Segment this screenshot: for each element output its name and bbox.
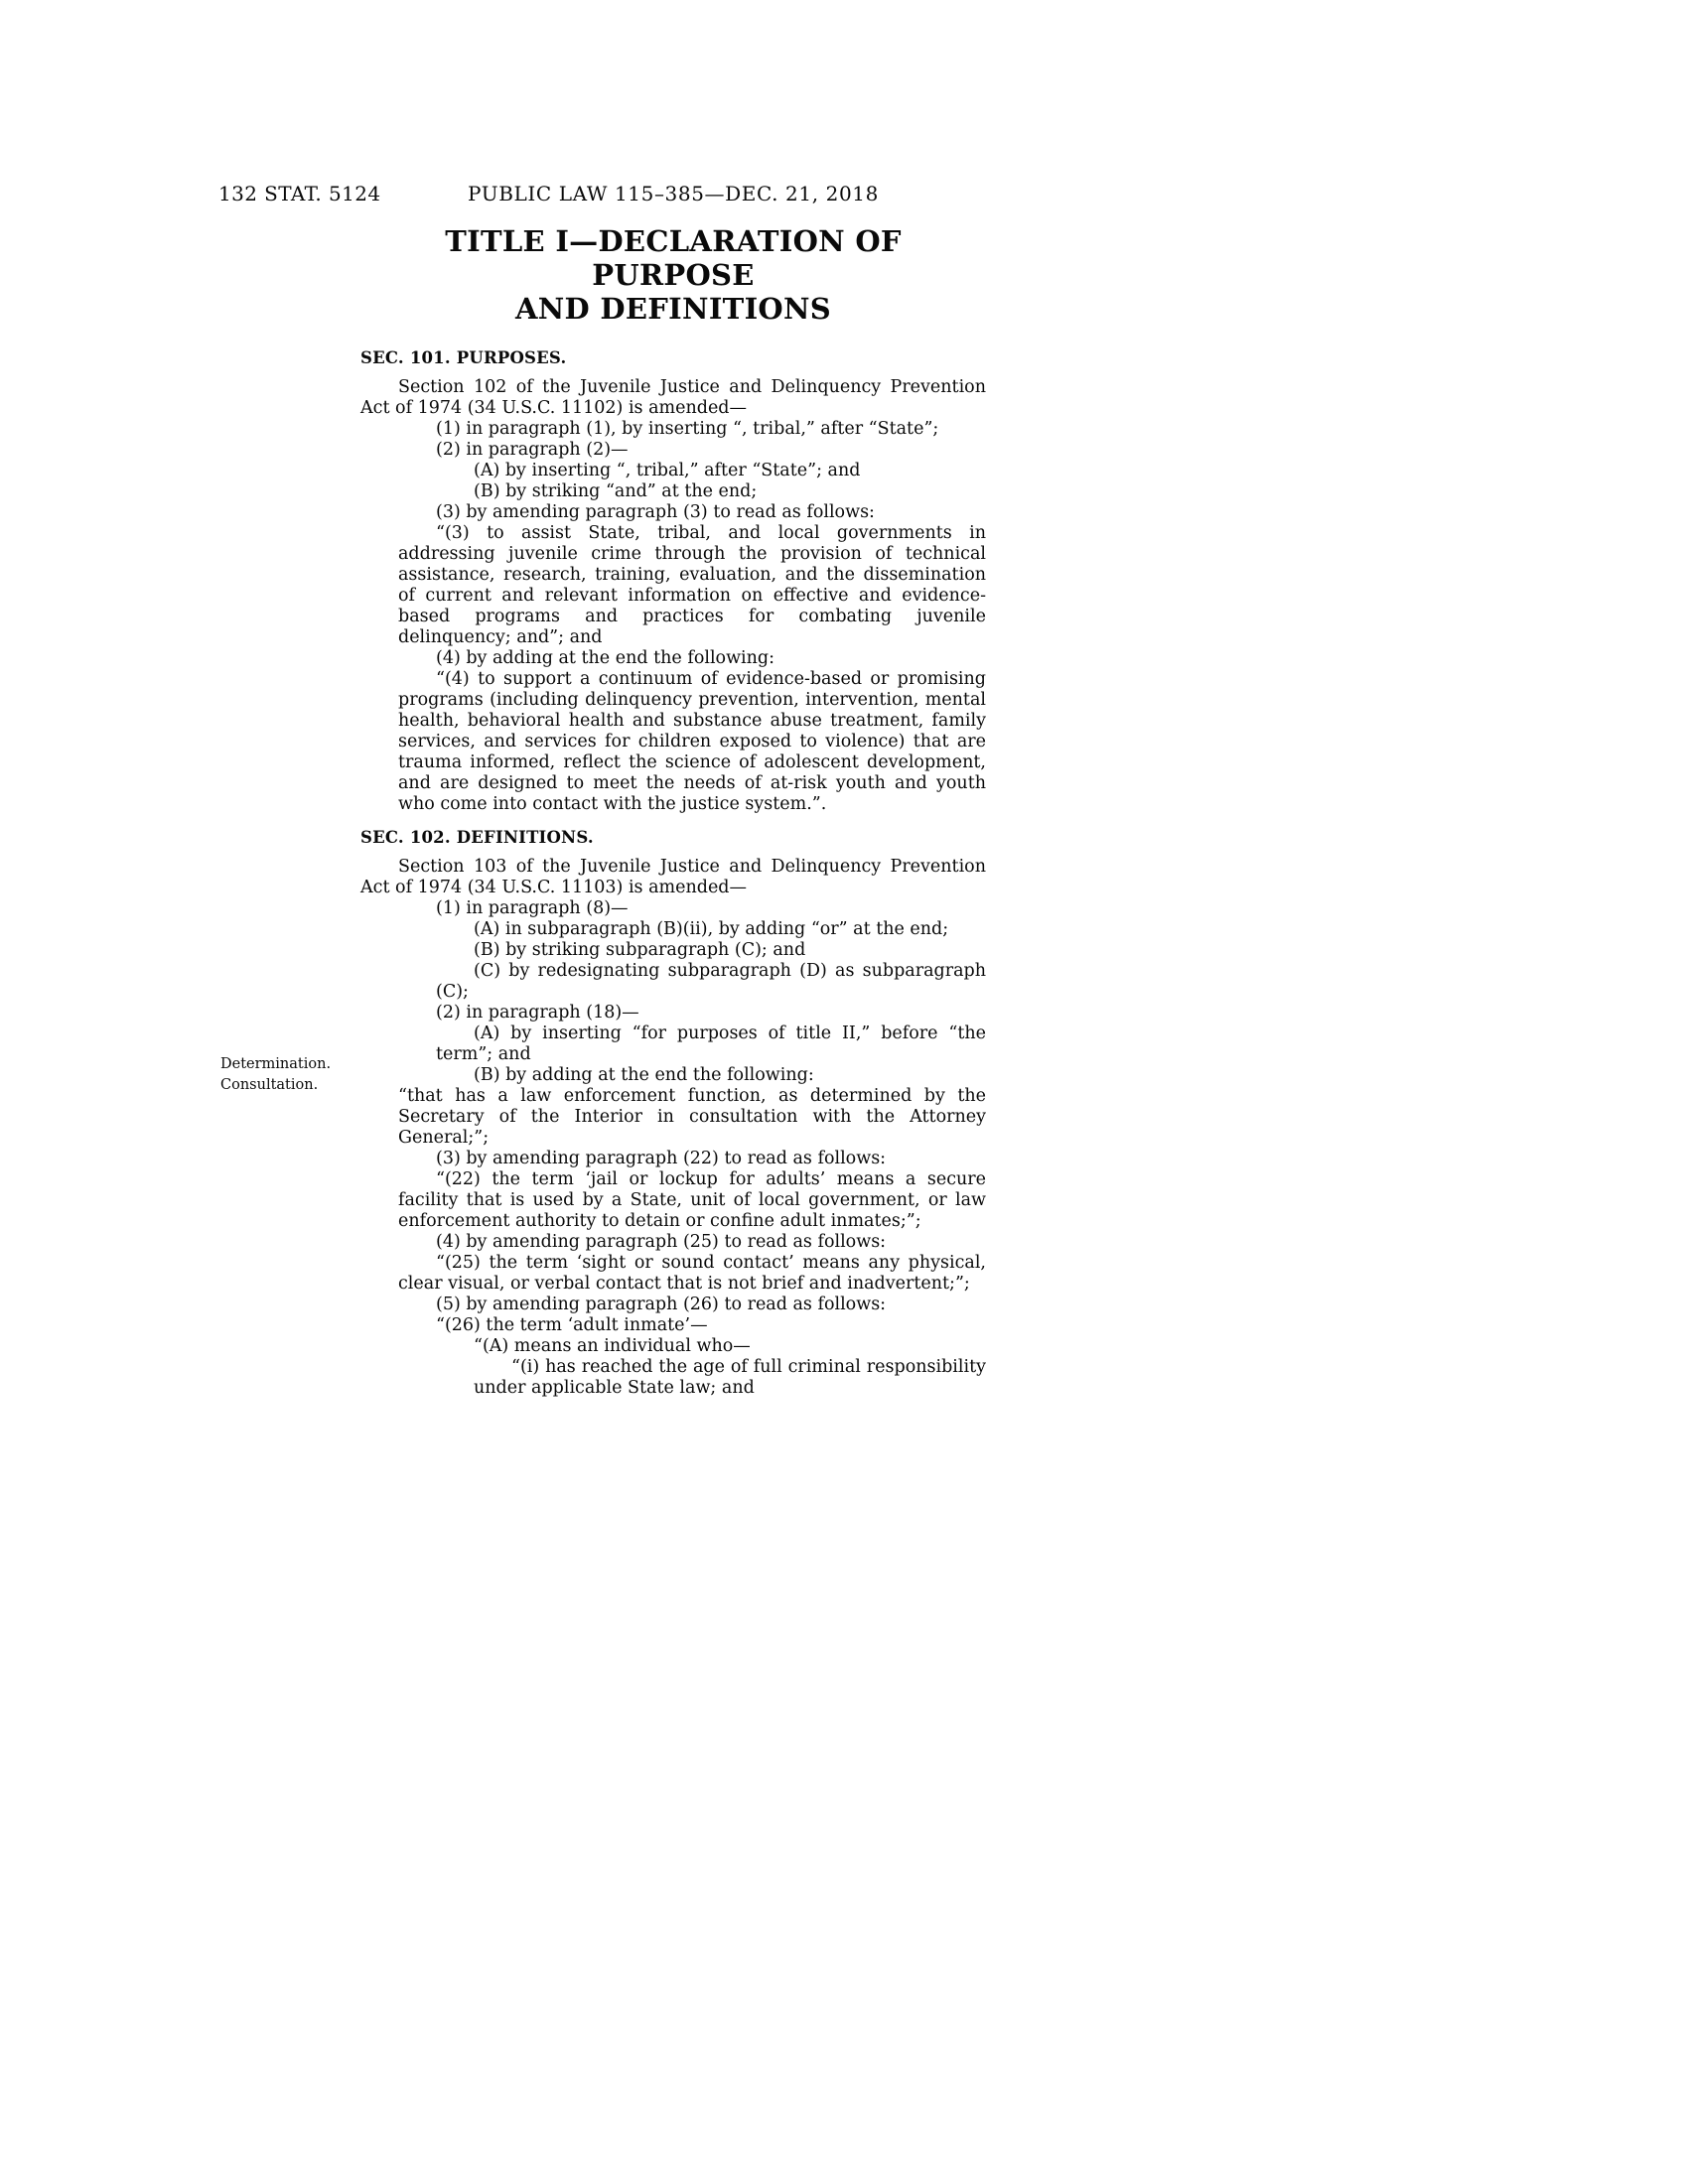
- statute-paragraph: (B) by adding at the end the following:: [474, 1065, 814, 1085]
- doc-title-line2: AND DEFINITIONS: [514, 292, 832, 326]
- statute-paragraph: (2) in paragraph (2)—: [436, 440, 629, 460]
- statute-paragraph: (2) in paragraph (18)—: [436, 1003, 639, 1023]
- statute-paragraph: “that has a law enforcement function, as determined by the Secretary of the Interior in consultation with the Attorney General;”;: [398, 1086, 986, 1148]
- statute-paragraph: (3) by amending paragraph (22) to read as follows:: [436, 1149, 887, 1168]
- statute-paragraph: (5) by amending paragraph (26) to read as follows:: [436, 1295, 887, 1314]
- statute-paragraph: (4) by amending paragraph (25) to read as follows:: [436, 1232, 887, 1252]
- statute-paragraph: Section 102 of the Juvenile Justice and Delinquency Prevention Act of 1974 (34 U.S.C. 11102) is amended—: [360, 377, 986, 418]
- margin-note-line: Consultation.: [220, 1077, 319, 1093]
- statute-paragraph: (B) by striking “and” at the end;: [474, 481, 758, 501]
- doc-title-line1: TITLE I—DECLARATION OF PURPOSE: [445, 224, 902, 292]
- statute-paragraph: (1) in paragraph (1), by inserting “, tribal,” after “State”;: [436, 419, 939, 439]
- statute-paragraph: “(i) has reached the age of full criminal responsibility under applicable State law; and: [474, 1357, 986, 1398]
- statute-paragraph: (A) in subparagraph (B)(ii), by adding “or” at the end;: [474, 919, 949, 939]
- margin-note: [220, 1054, 354, 1096]
- document-body: [360, 224, 986, 1399]
- statute-paragraph: “(26) the term ‘adult inmate’—: [436, 1315, 708, 1335]
- stat-page-number: 132 STAT. 5124: [218, 182, 381, 205]
- statute-paragraph: (4) by adding at the end the following:: [436, 648, 775, 668]
- statute-paragraph: “(25) the term ‘sight or sound contact’ means any physical, clear visual, or verbal contact that is not brief and inadvertent;”;: [398, 1253, 986, 1294]
- statute-paragraph: “(A) means an individual who—: [474, 1336, 751, 1356]
- statute-paragraph: “(4) to support a continuum of evidence-based or promising programs (including delinquency prevention, intervention, mental health, behavioral health and substance abuse treatment, family services, and services for children exposed to violence) that are trauma informed, reflect the science of adolescent development, and are designed to meet the needs of at-risk youth and youth who come into contact with the justice system.”.: [398, 669, 986, 814]
- statute-paragraph: (A) by inserting “, tribal,” after “State”; and: [474, 461, 861, 480]
- doc-title: [360, 224, 986, 326]
- statute-paragraph: Section 103 of the Juvenile Justice and Delinquency Prevention Act of 1974 (34 U.S.C. 11103) is amended—: [360, 857, 986, 897]
- statute-paragraph: (3) by amending paragraph (3) to read as follows:: [436, 502, 875, 522]
- statute-paragraph: (A) by inserting “for purposes of title II,” before “the term”; and: [436, 1024, 986, 1064]
- section-heading-101: SEC. 101. PURPOSES.: [360, 348, 567, 367]
- margin-note-line: Determination.: [220, 1056, 332, 1072]
- statute-paragraph: (1) in paragraph (8)—: [436, 898, 629, 918]
- section-heading-102: SEC. 102. DEFINITIONS.: [360, 828, 594, 847]
- running-head-law-title: PUBLIC LAW 115–385—DEC. 21, 2018: [468, 182, 879, 205]
- statute-paragraph: “(22) the term ‘jail or lockup for adults’ means a secure facility that is used by a State, unit of local government, or law enforcement authority to detain or confine adult inmates;”;: [398, 1169, 986, 1231]
- statute-paragraph: (B) by striking subparagraph (C); and: [474, 940, 806, 960]
- statute-paragraph: (C) by redesignating subparagraph (D) as subparagraph (C);: [436, 961, 986, 1002]
- statute-paragraph: “(3) to assist State, tribal, and local governments in addressing juvenile crime through the provision of technical assistance, research, training, evaluation, and the dissemination of current and relevant information on effective and evidence-based programs and practices for combating juvenile delinquency; and”; and: [398, 523, 986, 647]
